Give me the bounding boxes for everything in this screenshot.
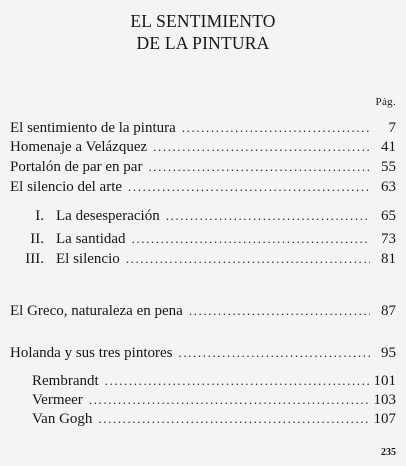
toc-entry-page: 87 [381,303,396,319]
toc-subentry-page: 107 [373,411,396,427]
toc-subentry [10,249,396,269]
toc-subentry [32,371,396,391]
toc-subentry-title: Vermeer [32,392,83,408]
toc-entry-title: Portalón de par en par [10,159,143,175]
dot-leader [148,157,370,177]
toc-entry-title: Homenaje a Velázquez [10,139,148,155]
toc-subentry [32,390,396,410]
toc-subentry [32,409,396,429]
page-folio: 235 [381,447,396,458]
toc-subentry-number: I. [35,208,44,224]
toc-entry [10,177,396,197]
toc-subentry-page: 103 [373,392,396,408]
dot-leader [166,206,370,226]
toc-subentry-title: La desesperación [56,208,160,224]
toc-entry-title: El silencio del arte [10,179,123,195]
title-line-2: DE LA PINTURA [136,33,270,53]
dot-leader [178,343,370,363]
toc-subentry-title: El silencio [56,251,120,267]
dot-leader [128,177,370,197]
toc-entry-page: 41 [381,139,396,155]
toc-subentry [10,229,396,249]
dot-leader [126,249,370,269]
toc-subentry-page: 65 [381,208,396,224]
toc-entry-title: El Greco, naturaleza en pena [10,303,183,319]
toc-entry [10,301,396,321]
toc-entry-page: 95 [381,345,396,361]
dot-leader [89,390,370,410]
toc-subentry-title: Van Gogh [32,411,93,427]
toc-subentry [10,206,396,226]
toc-subentry-number: II. [30,231,44,247]
toc-entry [10,157,396,177]
toc-subentry-number: III. [25,251,44,267]
dot-leader [98,409,369,429]
toc-entry [10,343,396,363]
toc-subentry-title: Rembrandt [32,373,99,389]
toc-entry [10,118,396,138]
title-line-1: EL SENTIMIENTO [130,11,276,31]
dot-leader [182,118,370,138]
toc-subentry-page: 101 [373,373,396,389]
toc-entry [10,137,396,157]
toc-entry-title: Holanda y sus tres pintores [10,345,173,361]
page-column-label: Pág. [375,96,396,108]
dot-leader [189,301,370,321]
toc-entry-title: El sentimiento de la pintura [10,120,176,136]
toc-entry-page: 63 [381,179,396,195]
dot-leader [105,371,370,391]
toc-subentry-page: 81 [381,251,396,267]
toc-subentry-title: La santidad [56,231,126,247]
dot-leader [153,137,370,157]
dot-leader [132,229,370,249]
toc-subentry-page: 73 [381,231,396,247]
toc-entry-page: 7 [388,120,396,136]
toc-entry-page: 55 [381,159,396,175]
